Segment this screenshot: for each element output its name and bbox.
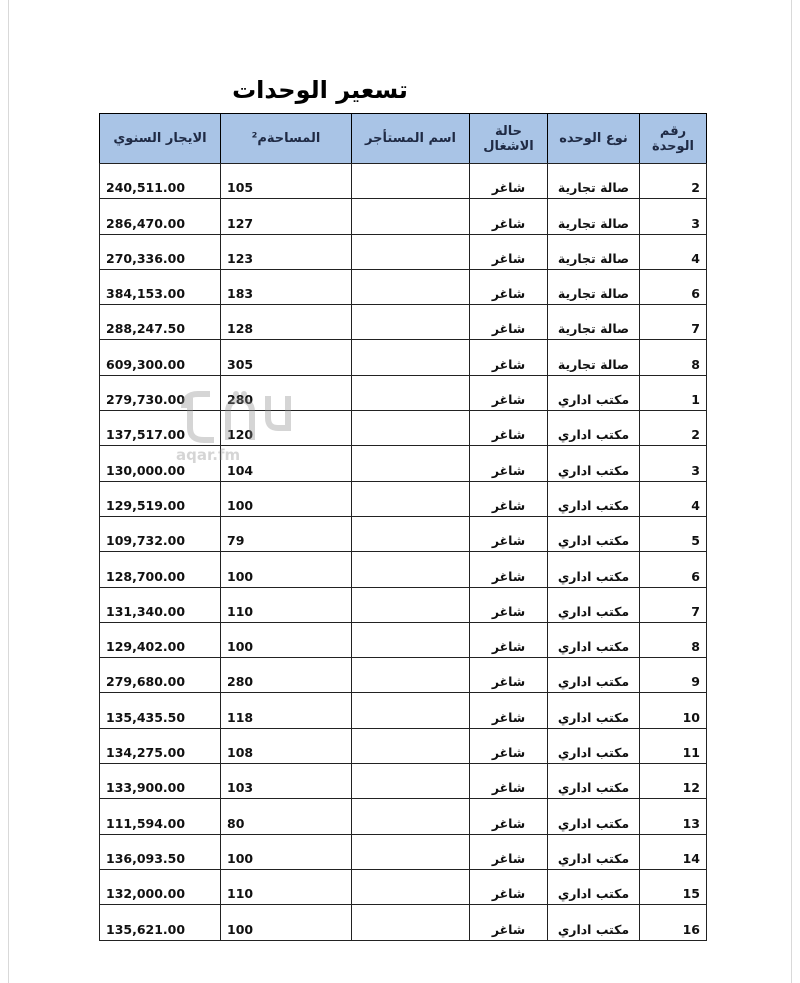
cell-area: 103	[221, 764, 352, 799]
cell-annual-rent: 129,519.00	[100, 481, 221, 516]
cell-occupancy-status: شاغر	[470, 587, 548, 622]
cell-area: 100	[221, 481, 352, 516]
cell-occupancy-status: شاغر	[470, 799, 548, 834]
cell-unit-number: 4	[640, 234, 707, 269]
cell-unit-number: 1	[640, 375, 707, 410]
cell-occupancy-status: شاغر	[470, 269, 548, 304]
cell-unit-type: صالة تجارية	[548, 164, 640, 199]
cell-occupancy-status: شاغر	[470, 869, 548, 904]
cell-unit-number: 2	[640, 411, 707, 446]
cell-unit-number: 7	[640, 305, 707, 340]
cell-unit-number: 7	[640, 587, 707, 622]
cell-annual-rent: 270,336.00	[100, 234, 221, 269]
cell-occupancy-status: شاغر	[470, 728, 548, 763]
cell-unit-type: مكتب اداري	[548, 622, 640, 657]
cell-occupancy-status: شاغر	[470, 305, 548, 340]
cell-unit-type: صالة تجارية	[548, 234, 640, 269]
cell-unit-number: 8	[640, 622, 707, 657]
cell-tenant-name	[352, 728, 470, 763]
cell-occupancy-status: شاغر	[470, 693, 548, 728]
cell-tenant-name	[352, 516, 470, 551]
cell-unit-type: مكتب اداري	[548, 834, 640, 869]
cell-annual-rent: 288,247.50	[100, 305, 221, 340]
cell-unit-number: 13	[640, 799, 707, 834]
header-area: المساحةم²	[221, 114, 352, 164]
cell-unit-type: مكتب اداري	[548, 764, 640, 799]
cell-tenant-name	[352, 269, 470, 304]
cell-area: 100	[221, 622, 352, 657]
cell-annual-rent: 240,511.00	[100, 164, 221, 199]
cell-annual-rent: 129,402.00	[100, 622, 221, 657]
cell-unit-type: مكتب اداري	[548, 375, 640, 410]
cell-area: 100	[221, 905, 352, 940]
cell-occupancy-status: شاغر	[470, 199, 548, 234]
cell-tenant-name	[352, 869, 470, 904]
cell-unit-number: 10	[640, 693, 707, 728]
cell-unit-number: 12	[640, 764, 707, 799]
watermark-text: aqar.fm	[176, 446, 241, 464]
table-row	[100, 305, 707, 340]
cell-area: 79	[221, 516, 352, 551]
header-annual-rent: الايجار السنوي	[100, 114, 221, 164]
table-row	[100, 693, 707, 728]
table-row	[100, 411, 707, 446]
table-row	[100, 799, 707, 834]
cell-unit-number: 14	[640, 834, 707, 869]
table-row	[100, 516, 707, 551]
cell-tenant-name	[352, 199, 470, 234]
cell-unit-number: 6	[640, 269, 707, 304]
cell-unit-type: مكتب اداري	[548, 446, 640, 481]
cell-unit-number: 3	[640, 199, 707, 234]
cell-annual-rent: 128,700.00	[100, 552, 221, 587]
cell-unit-type: مكتب اداري	[548, 693, 640, 728]
cell-area: 127	[221, 199, 352, 234]
cell-unit-type: مكتب اداري	[548, 516, 640, 551]
cell-unit-number: 11	[640, 728, 707, 763]
cell-area: 280	[221, 375, 352, 410]
header-tenant-name: اسم المستأجر	[352, 114, 470, 164]
cell-annual-rent: 384,153.00	[100, 269, 221, 304]
table-row	[100, 905, 707, 940]
cell-area: 305	[221, 340, 352, 375]
cell-annual-rent: 111,594.00	[100, 799, 221, 834]
header-unit-type: نوع الوحده	[548, 114, 640, 164]
cell-tenant-name	[352, 834, 470, 869]
cell-annual-rent: 279,680.00	[100, 658, 221, 693]
cell-unit-number: 2	[640, 164, 707, 199]
cell-unit-type: مكتب اداري	[548, 481, 640, 516]
table-row	[100, 481, 707, 516]
cell-area: 280	[221, 658, 352, 693]
cell-tenant-name	[352, 764, 470, 799]
cell-unit-type: صالة تجارية	[548, 305, 640, 340]
cell-area: 118	[221, 693, 352, 728]
header-unit-number: رقم الوحدة	[640, 114, 707, 164]
table-row	[100, 869, 707, 904]
cell-unit-number: 4	[640, 481, 707, 516]
table-row	[100, 446, 707, 481]
cell-occupancy-status: شاغر	[470, 446, 548, 481]
cell-tenant-name	[352, 340, 470, 375]
cell-annual-rent: 134,275.00	[100, 728, 221, 763]
table-row	[100, 658, 707, 693]
cell-unit-type: مكتب اداري	[548, 728, 640, 763]
cell-occupancy-status: شاغر	[470, 164, 548, 199]
cell-unit-number: 3	[640, 446, 707, 481]
cell-occupancy-status: شاغر	[470, 481, 548, 516]
cell-occupancy-status: شاغر	[470, 834, 548, 869]
cell-unit-number: 5	[640, 516, 707, 551]
cell-area: 123	[221, 234, 352, 269]
cell-occupancy-status: شاغر	[470, 905, 548, 940]
cell-tenant-name	[352, 658, 470, 693]
table-row	[100, 834, 707, 869]
cell-tenant-name	[352, 622, 470, 657]
table-row	[100, 269, 707, 304]
table-row	[100, 340, 707, 375]
cell-area: 108	[221, 728, 352, 763]
cell-tenant-name	[352, 799, 470, 834]
cell-area: 128	[221, 305, 352, 340]
cell-annual-rent: 279,730.00	[100, 375, 221, 410]
cell-area: 100	[221, 552, 352, 587]
cell-annual-rent: 132,000.00	[100, 869, 221, 904]
cell-annual-rent: 131,340.00	[100, 587, 221, 622]
cell-annual-rent: 133,900.00	[100, 764, 221, 799]
cell-area: 110	[221, 869, 352, 904]
cell-area: 120	[221, 411, 352, 446]
cell-area: 80	[221, 799, 352, 834]
cell-area: 183	[221, 269, 352, 304]
cell-tenant-name	[352, 305, 470, 340]
cell-unit-type: مكتب اداري	[548, 552, 640, 587]
cell-unit-number: 6	[640, 552, 707, 587]
cell-area: 104	[221, 446, 352, 481]
cell-tenant-name	[352, 375, 470, 410]
cell-unit-number: 15	[640, 869, 707, 904]
cell-unit-type: مكتب اداري	[548, 869, 640, 904]
cell-annual-rent: 135,435.50	[100, 693, 221, 728]
cell-unit-type: مكتب اداري	[548, 411, 640, 446]
cell-tenant-name	[352, 905, 470, 940]
table-row	[100, 587, 707, 622]
cell-annual-rent: 136,093.50	[100, 834, 221, 869]
cell-tenant-name	[352, 481, 470, 516]
cell-tenant-name	[352, 693, 470, 728]
cell-annual-rent: 130,000.00	[100, 446, 221, 481]
cell-occupancy-status: شاغر	[470, 622, 548, 657]
cell-unit-type: مكتب اداري	[548, 799, 640, 834]
cell-occupancy-status: شاغر	[470, 658, 548, 693]
cell-tenant-name	[352, 234, 470, 269]
table-row	[100, 764, 707, 799]
cell-tenant-name	[352, 411, 470, 446]
cell-annual-rent: 286,470.00	[100, 199, 221, 234]
table-row	[100, 375, 707, 410]
cell-annual-rent: 135,621.00	[100, 905, 221, 940]
table-header-row	[100, 114, 707, 164]
table-row	[100, 199, 707, 234]
cell-area: 105	[221, 164, 352, 199]
cell-tenant-name	[352, 552, 470, 587]
cell-occupancy-status: شاغر	[470, 340, 548, 375]
cell-occupancy-status: شاغر	[470, 375, 548, 410]
cell-occupancy-status: شاغر	[470, 552, 548, 587]
table-row	[100, 234, 707, 269]
cell-tenant-name	[352, 446, 470, 481]
cell-unit-type: صالة تجارية	[548, 340, 640, 375]
cell-occupancy-status: شاغر	[470, 411, 548, 446]
cell-unit-number: 16	[640, 905, 707, 940]
cell-annual-rent: 137,517.00	[100, 411, 221, 446]
cell-occupancy-status: شاغر	[470, 516, 548, 551]
cell-occupancy-status: شاغر	[470, 764, 548, 799]
units-pricing-table	[99, 113, 707, 941]
table-row	[100, 164, 707, 199]
cell-unit-type: مكتب اداري	[548, 587, 640, 622]
cell-unit-type: مكتب اداري	[548, 905, 640, 940]
table-row	[100, 552, 707, 587]
cell-tenant-name	[352, 587, 470, 622]
cell-area: 100	[221, 834, 352, 869]
cell-unit-type: صالة تجارية	[548, 199, 640, 234]
cell-unit-type: مكتب اداري	[548, 658, 640, 693]
cell-occupancy-status: شاغر	[470, 234, 548, 269]
cell-unit-number: 8	[640, 340, 707, 375]
header-occupancy-status: حالة الاشغال	[470, 114, 548, 164]
table-row	[100, 622, 707, 657]
cell-tenant-name	[352, 164, 470, 199]
cell-annual-rent: 109,732.00	[100, 516, 221, 551]
document-title: تسعير الوحدات	[232, 76, 408, 104]
table-row	[100, 728, 707, 763]
cell-unit-number: 9	[640, 658, 707, 693]
cell-annual-rent: 609,300.00	[100, 340, 221, 375]
cell-unit-type: صالة تجارية	[548, 269, 640, 304]
cell-area: 110	[221, 587, 352, 622]
